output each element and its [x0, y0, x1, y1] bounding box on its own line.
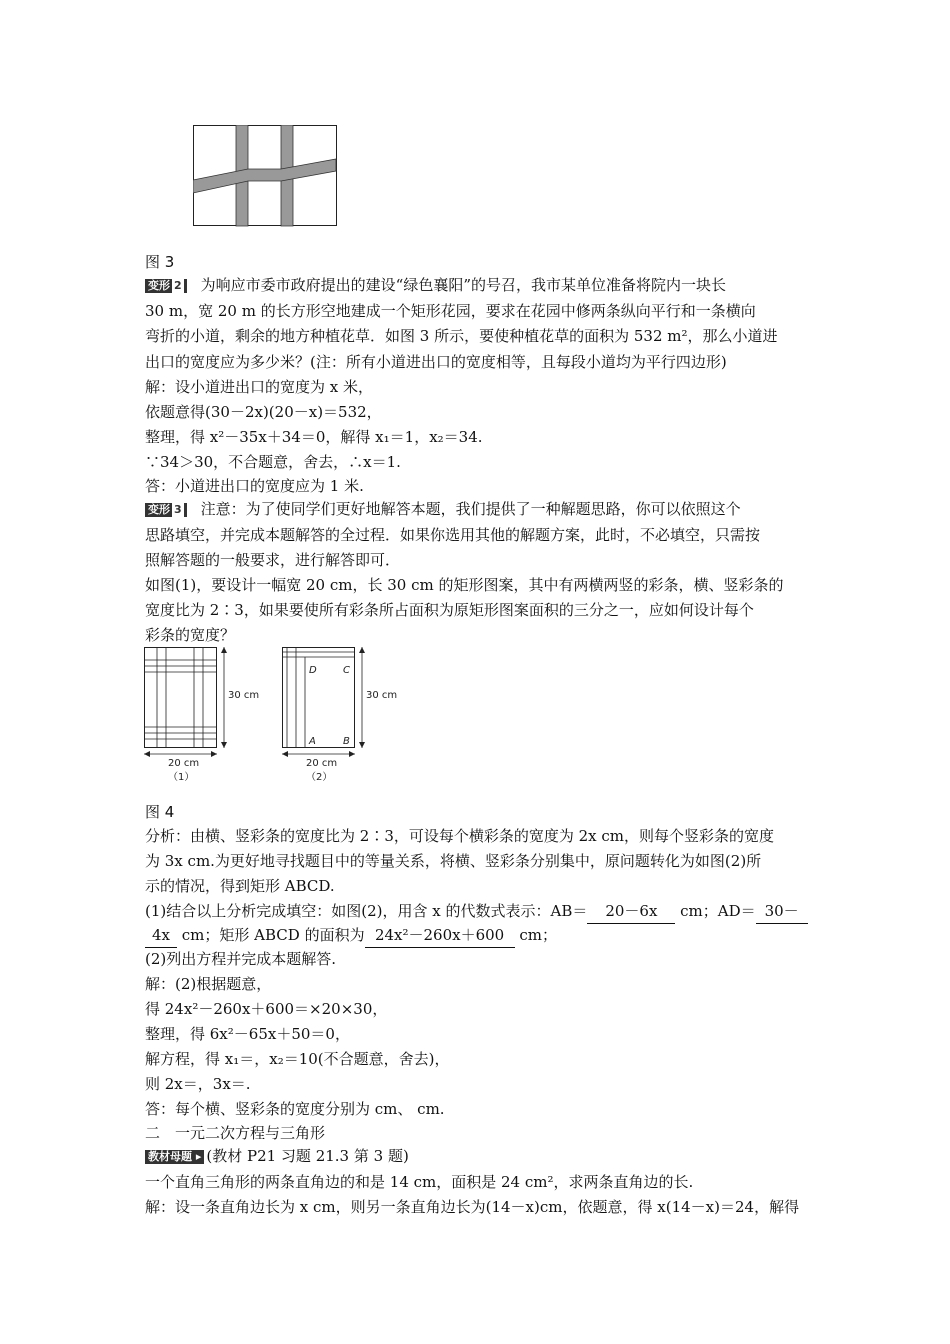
figure-4-1-height-label: 30 cm: [228, 690, 260, 701]
ad-answer-blank-part-2: 4x: [145, 923, 177, 948]
analysis-line-1: 分析：由横、竖彩条的宽度比为 2∶3，可设每个横彩条的宽度为 2x cm，则每个竖彩条的宽度: [145, 827, 775, 845]
variant-3-question-3: 彩条的宽度？: [145, 626, 236, 644]
analysis-line-3: 示的情况，得到矩形 ABCD.: [145, 877, 335, 895]
ad-answer-blank-part-1: 30－: [756, 899, 808, 924]
textbook-problem-line: [145, 1144, 409, 1168]
ab-answer-blank: 20－6x: [587, 899, 675, 924]
part-2-answer: 答：每个横、竖彩条的宽度分别为 cm、 cm.: [145, 1100, 445, 1118]
variant-2-solution-1: 解：设小道进出口的宽度为 x 米，: [145, 378, 373, 396]
figure-4-2-point-d: D: [309, 665, 317, 676]
textbook-problem-badge: 教材母题 ▸: [145, 1150, 204, 1164]
fill-blank-line-1: (1)结合以上分析完成填空：如图(2)，用含 x 的代数式表示：AB＝ 20－6x cm；AD＝ 30－: [145, 899, 808, 924]
variant-2-badge: 变形 2: [145, 279, 187, 293]
figure-4-2-point-b: B: [343, 736, 350, 747]
figure-4-2-rectangle-diagram: [278, 643, 408, 783]
fill-blank-line-2: 4x cm；矩形 ABCD 的面积为 24x²－260x＋600 cm；: [145, 923, 557, 948]
figure-3-caption: 图 3: [145, 253, 175, 271]
part-2-solution-3: 整理，得 6x²－65x＋50＝0，: [145, 1025, 350, 1043]
variant-2-line-2: 30 m，宽 20 m 的长方形空地建成一个矩形花园，要求在花园中修两条纵向平行和一条横向: [145, 302, 756, 320]
section-2-heading: 二 一元二次方程与三角形: [145, 1124, 326, 1142]
figure-4-2-width-label: 20 cm: [306, 758, 338, 769]
variant-2-answer: 答：小道进出口的宽度应为 1 米.: [145, 477, 364, 495]
variant-2-line-3: 弯折的小道，剩余的地方种植花草．如图 3 所示，要使种植花草的面积为 532 m²，那么小道进: [145, 327, 778, 345]
part-2-solution-1: 解：(2)根据题意，: [145, 975, 272, 993]
part-2-solution-5: 则 2x＝，3x＝.: [145, 1075, 251, 1093]
variant-3-line-3: 照解答题的一般要求，进行解答即可．: [145, 551, 401, 569]
analysis-line-2: 为 3x cm.为更好地寻找题目中的等量关系，将横、竖彩条分别集中，原问题转化为如图(2)所: [145, 852, 762, 870]
textbook-reference: (教材 P21 习题 21.3 第 3 题): [206, 1147, 409, 1165]
figure-3-garden-diagram: [193, 125, 338, 227]
variant-2-paragraph-line: 变形 2 为响应市委市政府提出的建设“绿色襄阳”的号召，我市某单位准备将院内一块长: [145, 273, 726, 297]
variant-3-paragraph-line: 变形 3 注意：为了使同学们更好地解答本题，我们提供了一种解题思路，你可以依照这个: [145, 497, 741, 521]
part-2-prompt: (2)列出方程并完成本题解答.: [145, 950, 337, 968]
part-2-solution-2: 得 24x²－260x＋600＝×20×30，: [145, 1000, 388, 1018]
figure-4-2-height-label: 30 cm: [366, 690, 398, 701]
section-2-question: 一个直角三角形的两条直角边的和是 14 cm，面积是 24 cm²，求两条直角边的长.: [145, 1173, 694, 1191]
section-2-solution-1: 解：设一条直角边长为 x cm，则另一条直角边长为(14－x)cm，依题意，得 x(14－x)＝24，解得: [145, 1198, 800, 1216]
variant-2-solution-3: 整理，得 x²－35x＋34＝0，解得 x₁＝1，x₂＝34.: [145, 428, 483, 446]
figure-4-2-point-c: C: [343, 665, 350, 676]
figure-4-1-width-label: 20 cm: [168, 758, 200, 769]
variant-3-line-2: 思路填空，并完成本题解答的全过程．如果你选用其他的解题方案，此时，不必填空，只需按: [145, 526, 761, 544]
figure-4-caption: 图 4: [145, 803, 175, 821]
figure-4-2-subcaption: （2）: [306, 772, 333, 783]
area-answer-blank: 24x²－260x＋600: [365, 923, 515, 948]
variant-2-line-4: 出口的宽度应为多少米？(注：所有小道进出口的宽度相等，且每段小道均为平行四边形): [145, 353, 727, 371]
figure-4-2-point-a: A: [309, 736, 316, 747]
part-2-solution-4: 解方程，得 x₁＝，x₂＝10(不合题意，舍去)，: [145, 1050, 450, 1068]
variant-3-badge: 变形 3: [145, 503, 187, 517]
figure-4-1-stripes-diagram: [140, 643, 270, 783]
variant-3-question-2: 宽度比为 2∶3，如果要使所有彩条所占面积为原矩形图案面积的三分之一，应如何设计每个: [145, 601, 754, 619]
figure-4-1-subcaption: （1）: [168, 772, 195, 783]
variant-2-solution-4: ∵34＞30，不合题意，舍去，∴x＝1.: [145, 453, 401, 471]
variant-3-question-1: 如图(1)，要设计一幅宽 20 cm，长 30 cm 的矩形图案，其中有两横两竖的彩条，横、竖彩条的: [145, 576, 784, 594]
variant-2-solution-2: 依题意得(30－2x)(20－x)＝532，: [145, 403, 382, 421]
